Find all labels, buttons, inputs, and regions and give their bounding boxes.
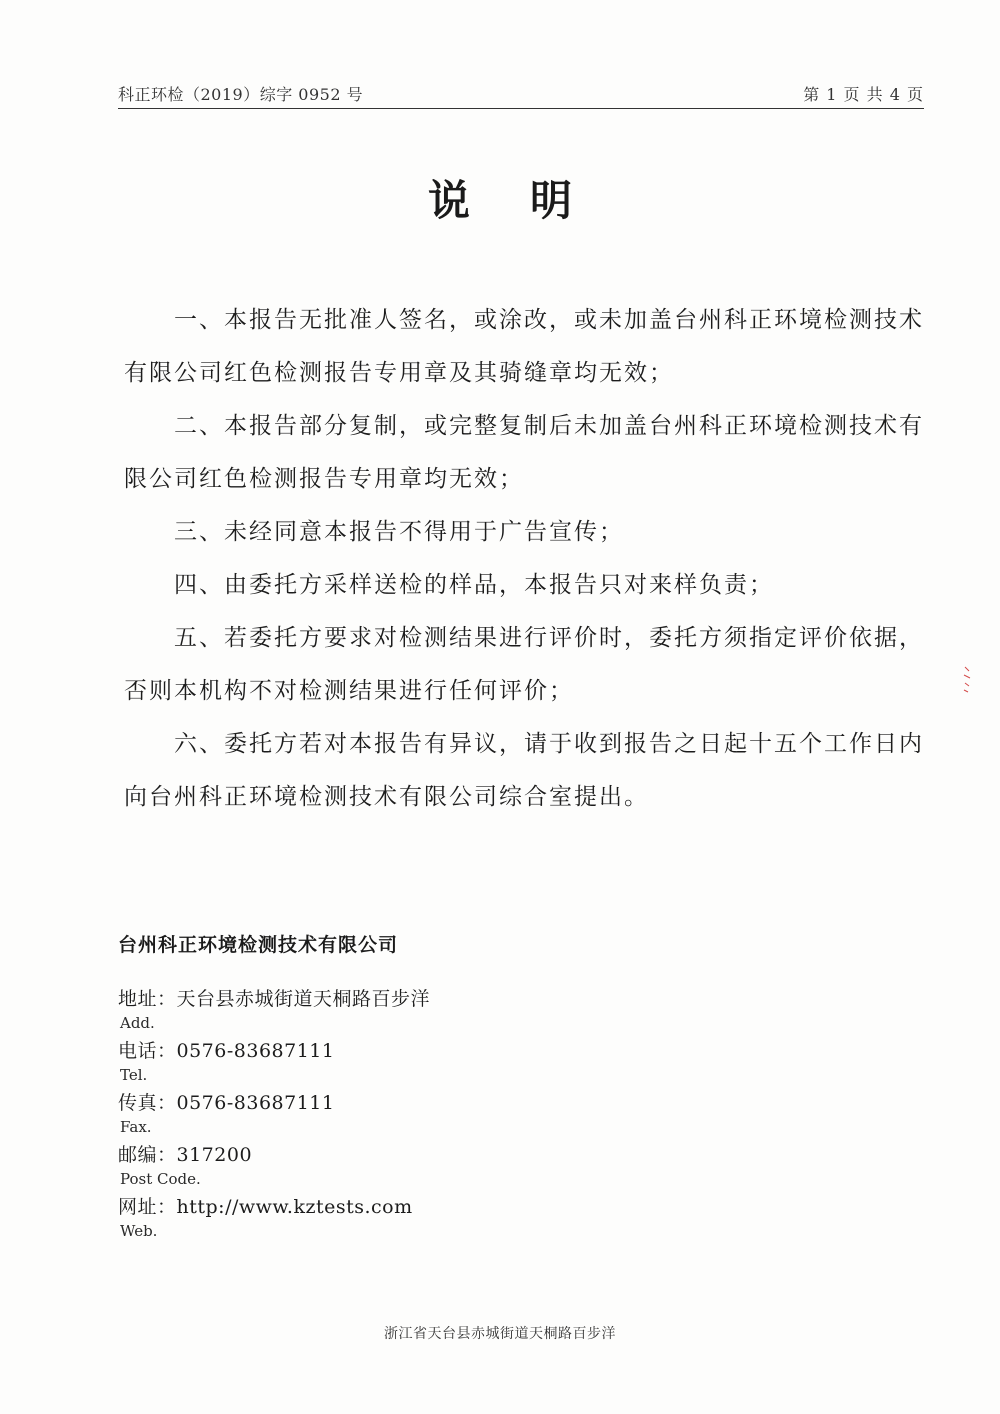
clause-1: 一、本报告无批准人签名，或涂改，或未加盖台州科正环境检测技术有限公司红色检测报告专用章及其骑缝章均无效； [124,307,924,386]
web-row [118,1194,718,1246]
web-text: 网址：http://www.kztests.com [118,1196,413,1218]
fax-en-label: Fax. [120,1118,152,1136]
address-en-label: Add. [120,1014,155,1032]
page-title: 说明 [427,176,632,225]
clause-3: 三、未经同意本报告不得用于广告宣传； [174,519,624,545]
address-row [118,986,718,1038]
contact-block [118,986,718,1246]
fax-text: 传真：0576-83687111 [118,1092,335,1114]
clause-5: 五、若委托方要求对检测结果进行评价时，委托方须指定评价依据，否则本机构不对检测结果进行任何评价； [124,625,924,704]
clause-6: 六、委托方若对本报告有异议，请于收到报告之日起十五个工作日内向台州科正环境检测技术有限公司综合室提出。 [124,731,924,810]
page-info: 第 1 页 共 4 页 [803,85,924,104]
postcode-text: 邮编：317200 [118,1144,253,1166]
clause-list [124,294,924,824]
page-footer: 浙江省天台县赤城街道天桐路百步洋 [384,1326,616,1342]
postcode-en-label: Post Code. [120,1170,201,1188]
stamp-edge-mark [962,665,972,693]
phone-en-label: Tel. [120,1066,148,1084]
clause-2: 二、本报告部分复制，或完整复制后未加盖台州科正环境检测技术有限公司红色检测报告专用章均无效； [124,413,924,492]
postcode-row [118,1142,718,1194]
page-header [118,80,924,109]
clause-4: 四、由委托方采样送检的样品，本报告只对来样负责； [174,572,774,598]
fax-row [118,1090,718,1142]
address-text: 地址：天台县赤城街道天桐路百步洋 [118,988,431,1010]
report-number: 科正环检（2019）综字 0952 号 [118,85,364,104]
phone-text: 电话：0576-83687111 [118,1040,335,1062]
company-name: 台州科正环境检测技术有限公司 [118,934,399,956]
web-en-label: Web. [120,1222,158,1240]
phone-row [118,1038,718,1090]
